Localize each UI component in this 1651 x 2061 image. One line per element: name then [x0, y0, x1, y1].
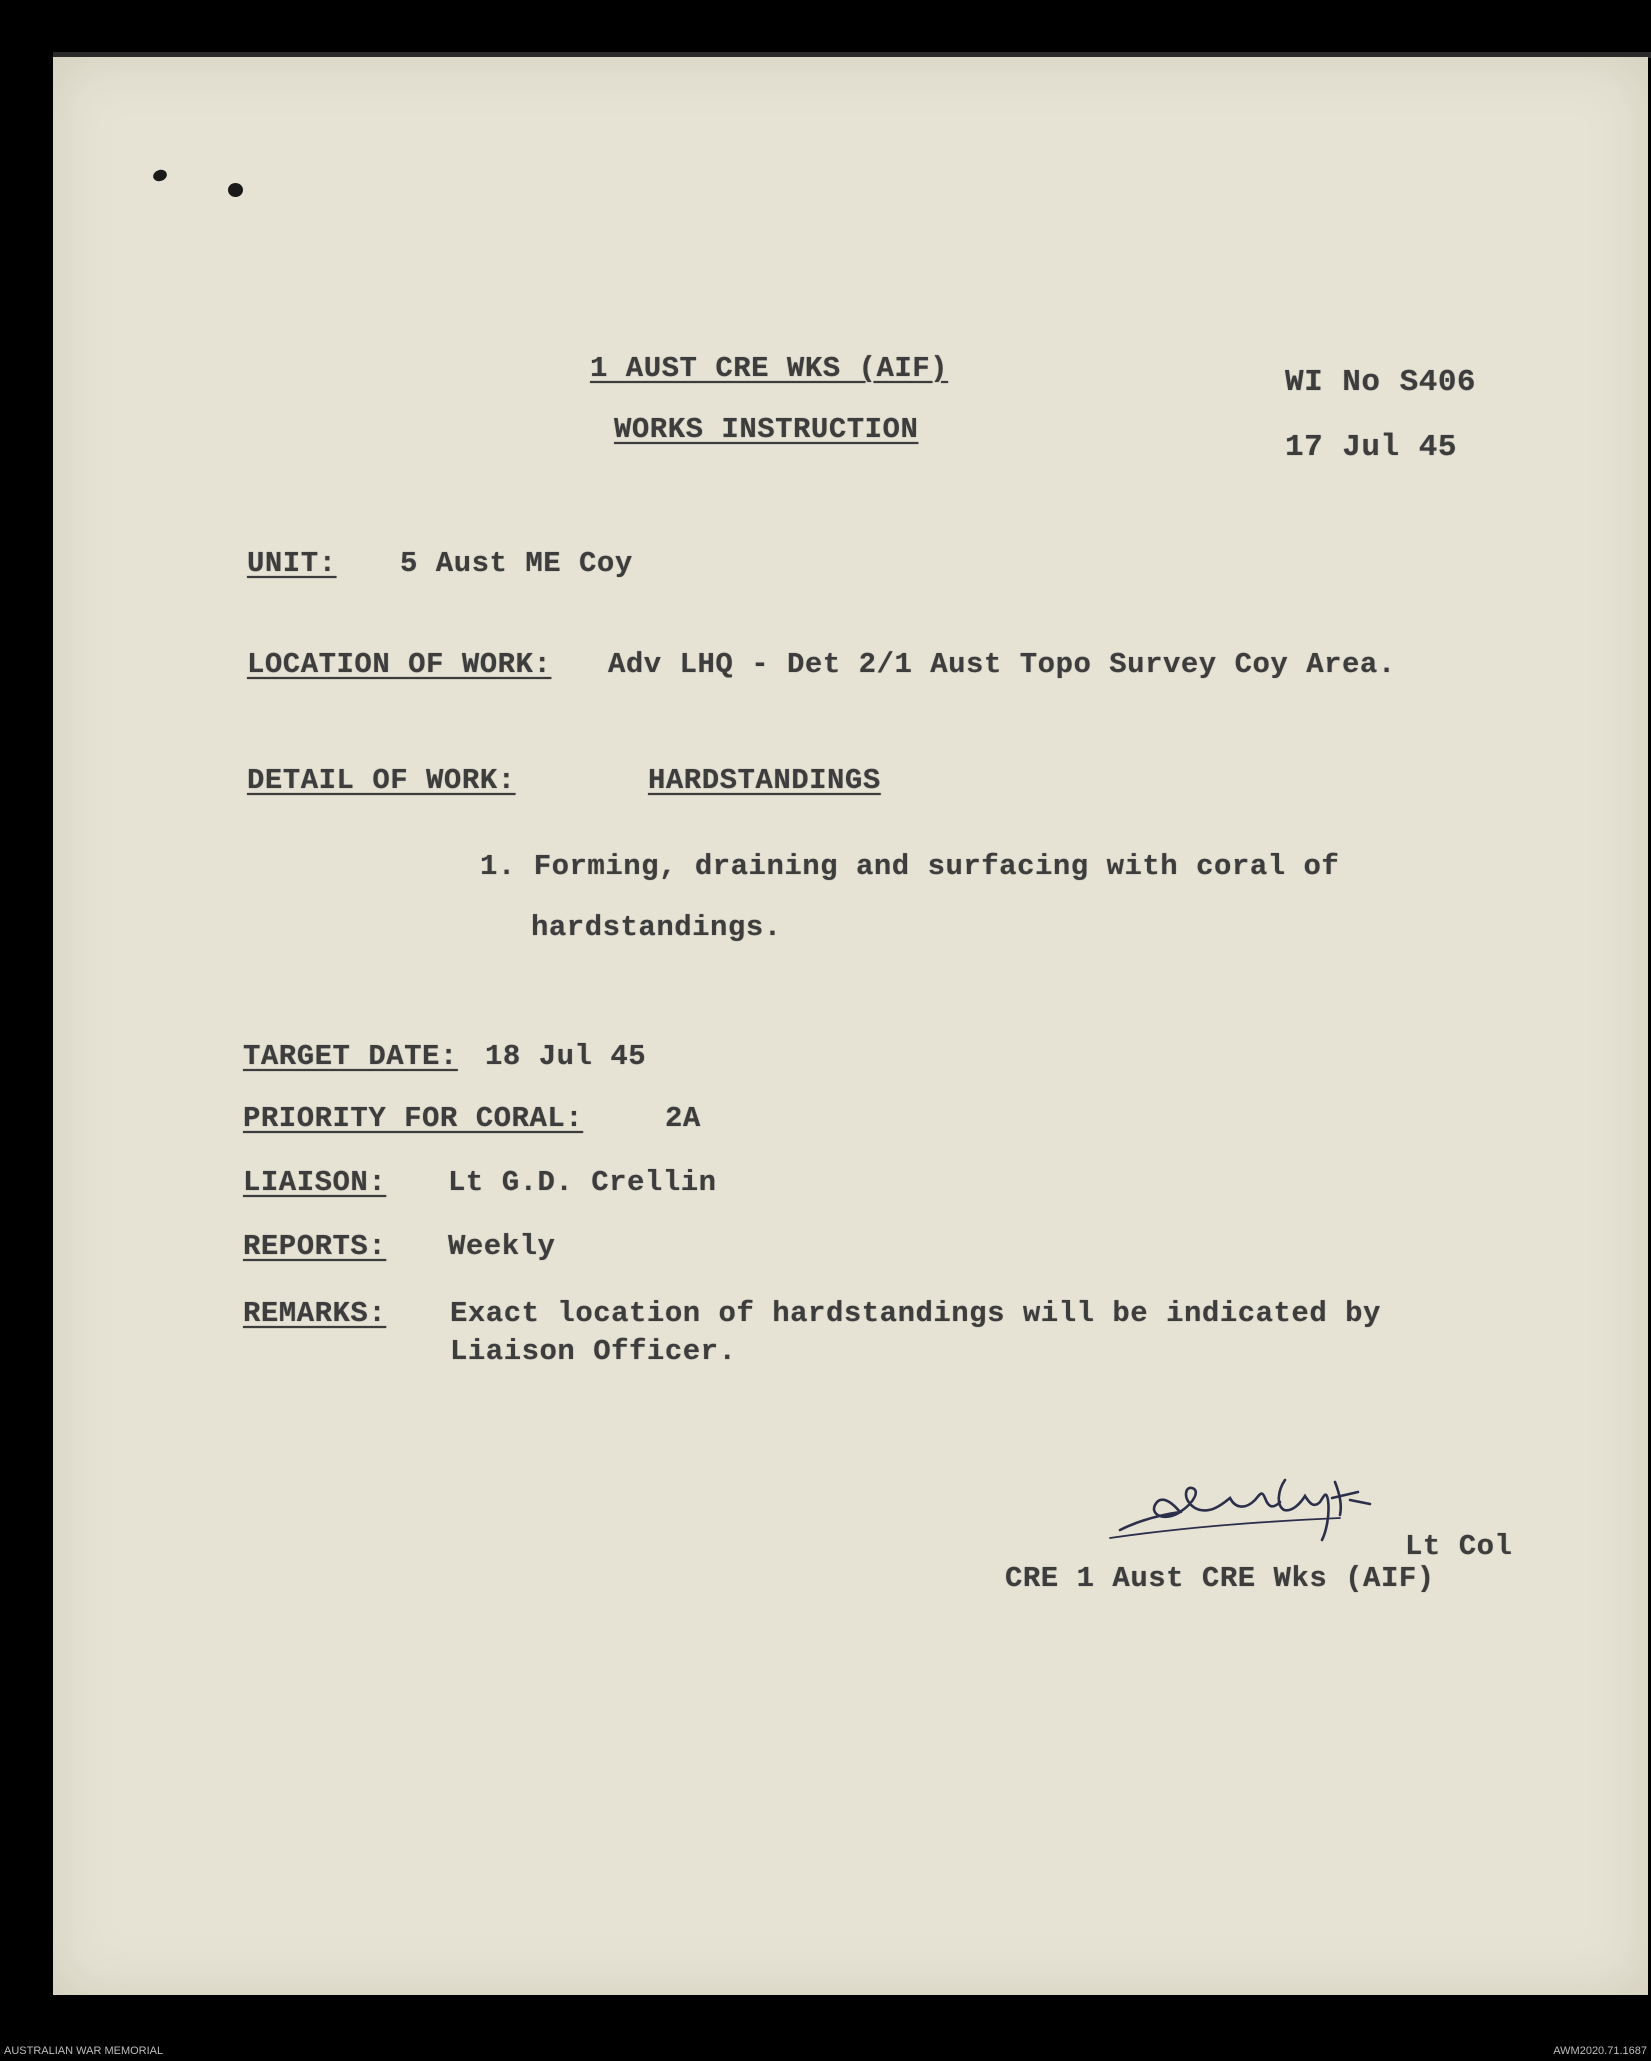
signatory-rank: Lt Col	[1405, 1530, 1513, 1563]
reports-label: REPORTS:	[243, 1230, 387, 1263]
unit-label: UNIT:	[247, 547, 337, 580]
reports-value: Weekly	[448, 1230, 556, 1263]
target-date-label: TARGET DATE:	[243, 1040, 458, 1073]
priority-value: 2A	[665, 1102, 701, 1135]
document-header-title: 1 AUST CRE WKS (AIF)	[590, 352, 949, 385]
punch-hole-right	[228, 183, 243, 197]
wi-number: WI No S406	[1285, 365, 1477, 400]
detail-item-line1: 1. Forming, draining and surfacing with coral of	[480, 850, 1340, 883]
signatory-title: CRE 1 Aust CRE Wks (AIF)	[1005, 1562, 1435, 1595]
document-date: 17 Jul 45	[1285, 430, 1457, 465]
document-page	[53, 57, 1648, 1995]
remarks-line1: Exact location of hardstandings will be indicated by	[450, 1297, 1381, 1330]
priority-label: PRIORITY FOR CORAL:	[243, 1102, 584, 1135]
liaison-label: LIAISON:	[243, 1166, 387, 1199]
location-label: LOCATION OF WORK:	[247, 648, 552, 681]
unit-value: 5 Aust ME Coy	[400, 547, 633, 580]
detail-item-line2: hardstandings.	[531, 911, 782, 944]
footer-accession: AWM2020.71.1687	[1553, 2045, 1647, 2057]
remarks-label: REMARKS:	[243, 1297, 387, 1330]
liaison-value: Lt G.D. Crellin	[448, 1166, 717, 1199]
footer-source: AUSTRALIAN WAR MEMORIAL	[4, 2045, 164, 2057]
handwritten-signature	[1100, 1460, 1390, 1550]
remarks-line2: Liaison Officer.	[450, 1335, 737, 1368]
document-header-subtitle: WORKS INSTRUCTION	[614, 413, 919, 446]
detail-label: DETAIL OF WORK:	[247, 764, 516, 797]
target-date-value: 18 Jul 45	[485, 1040, 647, 1073]
location-value: Adv LHQ - Det 2/1 Aust Topo Survey Coy Area.	[608, 648, 1396, 681]
detail-heading: HARDSTANDINGS	[648, 764, 881, 797]
